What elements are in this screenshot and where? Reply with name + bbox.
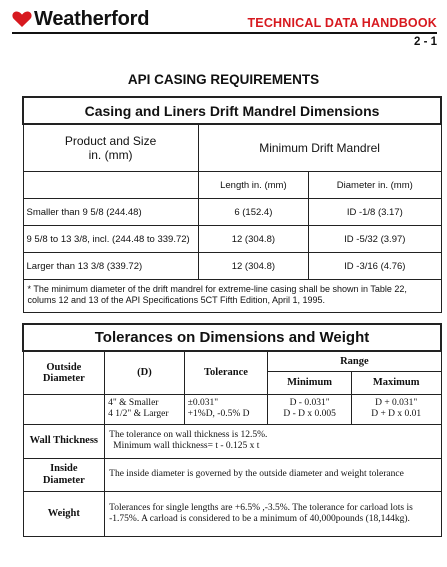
tol-line1: ±0.031" <box>187 398 219 408</box>
max-line1: D + 0.031" <box>375 398 418 408</box>
d-line1: 4" & Smaller <box>108 398 159 408</box>
product-size-header <box>23 124 198 172</box>
product-cell: 9 5/8 to 13 3/8, incl. (244.48 to 339.72) <box>23 226 198 253</box>
outside-diameter-line2: Diameter <box>42 372 85 384</box>
outside-diameter-header <box>23 351 105 394</box>
diameter-cell: ID -5/32 (3.97) <box>309 226 441 253</box>
max-line2: D + D x 0.01 <box>371 409 422 419</box>
section-title: API CASING REQUIREMENTS <box>127 72 320 87</box>
length-header: Length in. (mm) <box>198 172 308 199</box>
blank-cell <box>23 394 105 424</box>
drift-mandrel-table <box>22 96 442 313</box>
diameter-cell: ID -3/16 (4.76) <box>309 253 441 280</box>
drift-table-caption: Casing and Liners Drift Mandrel Dimensions <box>23 97 441 124</box>
length-cell: 12 (304.8) <box>198 226 308 253</box>
wall-text-line1: The tolerance on wall thickness is 12.5%. <box>109 430 268 440</box>
weight-text: Tolerances for single lengths are +6.5% ,-3.5%. The tolerance for carload lots is -1.75%. A carload is considered to be a minimum of 40,000pounds (18,144kg). <box>105 491 441 536</box>
page-number: 2 - 1 <box>413 36 437 48</box>
maximum-header: Maximum <box>351 371 441 394</box>
blank-header-cell <box>23 172 198 199</box>
wall-text-line2: Minimum wall thickness= t - 0.125 x t <box>113 441 260 451</box>
header-rule <box>12 32 437 34</box>
table-row <box>23 491 441 536</box>
inside-diameter-text: The inside diameter is governed by the outside diameter and weight tolerance <box>105 458 441 491</box>
d-header: (D) <box>105 351 185 394</box>
product-header-line2: in. (mm) <box>88 148 133 162</box>
page-header <box>12 6 437 34</box>
tolerance-header: Tolerance <box>184 351 268 394</box>
weatherford-logo <box>12 8 149 31</box>
product-cell: Larger than 13 3/8 (339.72) <box>23 253 198 280</box>
minimum-header: Minimum <box>268 371 352 394</box>
drift-table-note: * The minimum diameter of the drift mandrel for extreme-line casing shall be shown in Table 22, colums 12 and 13 of the API Specifications 5CT Fifth Edition, April 1, 1995. <box>23 280 441 313</box>
table-row <box>23 199 441 226</box>
diameter-cell: ID -1/8 (3.17) <box>309 199 441 226</box>
maximum-values-cell <box>351 394 441 424</box>
minimum-values-cell <box>268 394 352 424</box>
product-cell: Smaller than 9 5/8 (244.48) <box>23 199 198 226</box>
tol-line2: +1%D, -0.5% D <box>187 409 250 419</box>
table-row <box>23 424 441 458</box>
min-line1: D - 0.031" <box>289 398 330 408</box>
d-values-cell <box>105 394 185 424</box>
outside-diameter-line1: Outside <box>46 361 82 373</box>
heart-logo-icon <box>12 11 32 28</box>
brand-name: Weatherford <box>34 8 150 30</box>
handbook-title: TECHNICAL DATA HANDBOOK <box>247 16 437 30</box>
tolerance-table <box>22 323 442 537</box>
tolerance-values-cell <box>184 394 268 424</box>
wall-thickness-text <box>105 424 441 458</box>
table-row <box>23 253 441 280</box>
inside-label-line1: Inside <box>50 462 78 474</box>
min-drift-mandrel-header: Minimum Drift Mandrel <box>198 124 441 172</box>
inside-label-line2: Diameter <box>42 474 85 486</box>
range-header: Range <box>268 351 441 371</box>
d-line2: 4 1/2" & Larger <box>108 409 169 419</box>
product-header-line1: Product and Size <box>64 134 157 148</box>
length-cell: 12 (304.8) <box>198 253 308 280</box>
tolerance-table-caption: Tolerances on Dimensions and Weight <box>23 324 441 351</box>
diameter-header: Diameter in. (mm) <box>309 172 441 199</box>
min-line2: D - D x 0.005 <box>283 409 336 419</box>
table-row <box>23 226 441 253</box>
table-row <box>23 458 441 491</box>
wall-thickness-label: Wall Thickness <box>23 424 105 458</box>
weight-label: Weight <box>23 491 105 536</box>
inside-diameter-label <box>23 458 105 491</box>
length-cell: 6 (152.4) <box>198 199 308 226</box>
table-row <box>23 394 441 424</box>
